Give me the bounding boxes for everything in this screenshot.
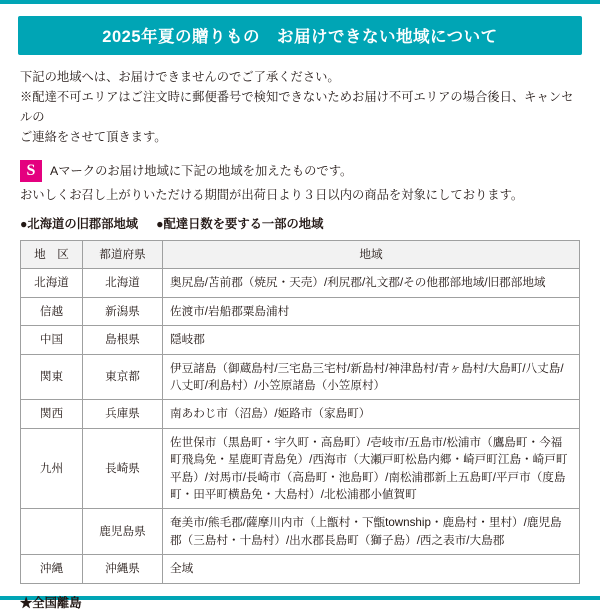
area-table bbox=[20, 240, 580, 583]
footer-note: ★全国離島 bbox=[20, 595, 82, 610]
cell-district bbox=[21, 509, 83, 555]
intro-line-1: 下記の地域へは、お届けできませんのでご了承ください。 bbox=[20, 70, 340, 84]
cell-prefecture: 新潟県 bbox=[83, 297, 163, 325]
table-row bbox=[21, 555, 580, 583]
cell-area: 奥尻島/苫前郡（焼尻・天売）/利尻郡/礼文郡/その他郡部地域/旧郡部地域 bbox=[163, 269, 580, 297]
cell-district: 中国 bbox=[21, 326, 83, 354]
table-header-row bbox=[21, 241, 580, 269]
table-row bbox=[21, 326, 580, 354]
column-header-area: 地域 bbox=[163, 241, 580, 269]
table-row bbox=[21, 297, 580, 325]
column-header-district: 地 区 bbox=[21, 241, 83, 269]
bullet-item-1: ●北海道の旧郡部地域 bbox=[20, 217, 139, 232]
bullet-item-2: ●配達日数を要する一部の地域 bbox=[156, 217, 324, 232]
table-row bbox=[21, 400, 580, 428]
s-mark-note: おいしくお召し上がりいただける期間が出荷日より３日以内の商品を対象にしております。 bbox=[20, 187, 524, 202]
s-mark-badge: S bbox=[20, 160, 42, 182]
cell-prefecture: 北海道 bbox=[83, 269, 163, 297]
cell-prefecture: 鹿児島県 bbox=[83, 509, 163, 555]
page-title: 2025年夏の贈りもの お届けできない地域について bbox=[18, 16, 582, 55]
cell-area: 佐世保市（黒島町・宇久町・高島町）/壱岐市/五島市/松浦市（鷹島町・今福町飛鳥免・星鹿町青島免）/西海市（大瀬戸町松島内郷・崎戸町江島・崎戸町平島）/対馬市/長崎市（高島町・池島町）/南松浦郡新上五島町/平戸市（度島町・田平町横島免・大島村）/北松浦郡小値賀町 bbox=[163, 428, 580, 509]
s-mark-text: Aマークのお届け地域に下記の地域を加えたものです。 bbox=[50, 163, 353, 178]
intro-line-2: ※配達不可エリアはご注文時に郵便番号で検知できないためお届け不可エリアの場合後日、キャンセルの bbox=[20, 89, 574, 124]
cell-area: 奄美市/熊毛郡/薩摩川内市（上甑村・下甑township・鹿島村・里村）/鹿児島郡（三島村・十島村）/出水郡長島町（獅子島）/西之表市/大島郡 bbox=[163, 509, 580, 555]
intro-text bbox=[20, 68, 580, 148]
cell-prefecture: 兵庫県 bbox=[83, 400, 163, 428]
cell-prefecture: 沖縄県 bbox=[83, 555, 163, 583]
cell-area: 伊豆諸島（御蔵島村/三宅島三宅村/新島村/神津島村/青ヶ島村/大島町/八丈島/八丈町/利島村）/小笠原諸島（小笠原村） bbox=[163, 354, 580, 400]
table-row bbox=[21, 354, 580, 400]
cell-area: 全域 bbox=[163, 555, 580, 583]
cell-area: 南あわじ市（沼島）/姫路市（家島町） bbox=[163, 400, 580, 428]
cell-prefecture: 長崎県 bbox=[83, 428, 163, 509]
cell-area: 隠岐郡 bbox=[163, 326, 580, 354]
table-row bbox=[21, 509, 580, 555]
cell-district: 関東 bbox=[21, 354, 83, 400]
cell-district: 九州 bbox=[21, 428, 83, 509]
bullet-list bbox=[20, 214, 580, 232]
cell-district: 関西 bbox=[21, 400, 83, 428]
table-row bbox=[21, 428, 580, 509]
cell-area: 佐渡市/岩船郡粟島浦村 bbox=[163, 297, 580, 325]
cell-district: 信越 bbox=[21, 297, 83, 325]
cell-district: 北海道 bbox=[21, 269, 83, 297]
cell-prefecture: 東京都 bbox=[83, 354, 163, 400]
s-mark-row bbox=[20, 159, 580, 182]
table-row bbox=[21, 269, 580, 297]
cell-prefecture: 島根県 bbox=[83, 326, 163, 354]
cell-district: 沖縄 bbox=[21, 555, 83, 583]
column-header-prefecture: 都道府県 bbox=[83, 241, 163, 269]
intro-line-3: ご連絡をさせて頂きます。 bbox=[20, 129, 167, 144]
